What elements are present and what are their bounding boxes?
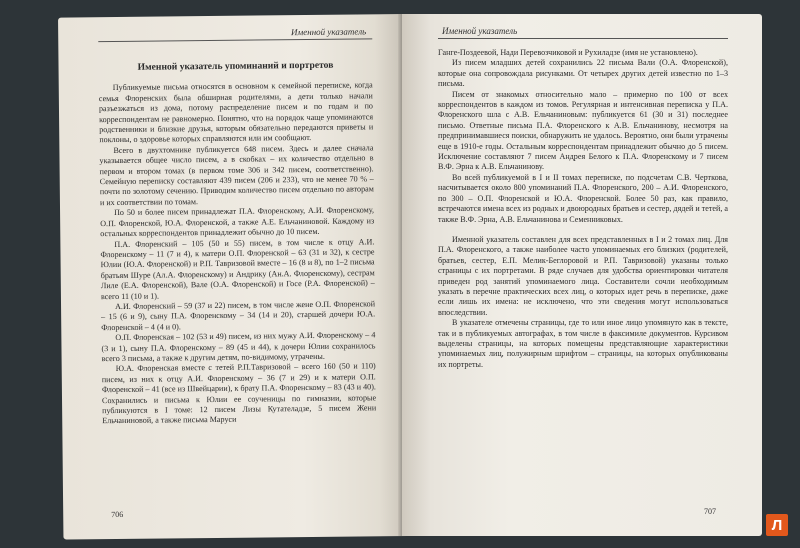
section-title: Именной указатель упоминаний и портретов (137, 59, 334, 73)
left-paragraph: Ю.А. Флоренская вместе с тетей Р.П.Тавризовой – всего 160 (50 и 110) писем, из них к отцу А.И. Флоренскому – 36 (7 и 29) и к матери О.П. Флоренской – 41 (все из Швейцарии), к брату П.А. Флоренскому – 83 (43 и 40). Сохранились и письма к Юлии ее соученицы по гимназии, которые публикуются в I томе: 12 писем Лизы Кутателадзе, 5 писем Жени Ельчаниновой, а также письма Маруси (101, 361, 377, 426)
left-page (58, 14, 407, 540)
right-paragraph: Из писем младших детей сохранились 22 письма Вали (О.А. Флоренской), которые она сопровождала рисунками. От четырех других детей известно по 1–3 письма. (438, 58, 728, 89)
running-head-left: Именной указатель (290, 26, 367, 38)
left-paragraph: Всего в двухтомнике публикуется 648 писем. Здесь и далее сначала указывается общее число писем, а в скобках – их количество отдельно в первом и втором томах (в первом томе 306 и 342 писем, соответственно). Семейную переписку составляют 439 писем (206 и 233), что не менее 70 % – почти по золотому сечению. Приводим количество писем отдельно по авторам и их соответствии по томам. (99, 143, 374, 208)
header-rule-left (98, 38, 372, 42)
running-head-right: Именной указатель (442, 26, 518, 36)
right-paragraph: Писем от знакомых относительно мало – примерно по 100 от всех корреспондентов в каждом из томов. Регулярная и интенсивная переписка у П.А. Флоренского шла с А.В. Ельчаниновым: публикуется 61 (30 и 31) последнее письмо. Ответные письма П.А. Флоренского к А.В. Ельчанинову, несмотря на предпринимавшиеся поиски, обнаружить не удалось. Вероятно, они были утрачены еще в 1910-е годы. Остальным корреспондентам принадлежит обычно до 5 писем. Исключение составляют 7 писем Андрея Белого к П.А. Флоренскому и 7 писем В.Ф. Эрна к А.В. Ельчанинову. (438, 89, 728, 172)
publisher-logo-icon: Л (766, 514, 788, 536)
right-paragraph: Во всей публикуемой в I и II томах переписке, по подсчетам С.В. Черткова, насчитывается около 800 упоминаний П.А. Флоренского, 200 – А.И. Флоренского, по 300 – О.П. Флоренской и Ю.А. Флоренской. Более 50 раз, как правило, встречаются имена всех из родных и двоюродных братьев и сестер, дядей и тетей, а также В.Ф. Эрна, А.В. Ельчанинова и Семенниковых. (438, 172, 728, 224)
header-rule-right (438, 38, 728, 39)
left-paragraph: П.А. Флоренский – 105 (50 и 55) писем, в том числе к отцу А.И. Флоренскому – 11 (7 и 4), к матери О.П. Флоренской – 63 (31 и 32), к сестре Юлии (Ю.А. Флоренской) и Р.П. Тавризовой вместе – 16 (8 и 8), по 1–2 письма братьям Шуре (Ал.А. Флоренскому) и Андрику (Ан.А. Флоренскому), сестрам Лиле (Е.А. Флоренской), Вале (О.А. Флоренской) и Госе (Р.А. Флоренской) – всего 11 (10 и 1). (100, 236, 375, 301)
left-paragraphs (99, 81, 377, 427)
page-number-left: 706 (111, 509, 124, 520)
right-paragraph: Ганге-Поздеевой, Нади Перевозчиковой и Рухиладзе (имя не установлено). (438, 48, 698, 57)
page-number-right: 707 (704, 507, 716, 516)
right-paragraph: В указателе отмечены страницы, где то или иное лицо упомянуто как в тексте, так и в публикуемых автографах, в том числе в факсимиле документов. Курсивом выделены страницы, на которых помещены представляющие характеристики упоминаемых лиц, полужирным шрифтом – страницы, на которых опубликованы их портреты. (438, 318, 728, 369)
left-paragraph: Публикуемые письма относятся в основном к семейной переписке, когда семья Флоренских была обширная родителями, а дети только начали разъезжаться из дома, потому распределение писем и по годам и по корреспондентам не равномерно. Понятно, что на порядок чаще упоминаются родственники и близкие друзья, которым обязательно передаются приветы и поклоны, о здоровье которых справляются или им сообщают. (98, 80, 374, 145)
right-paragraphs (438, 48, 728, 370)
right-page (402, 14, 762, 536)
left-paragraph: О.П. Флоренская – 102 (53 и 49) писем, из них мужу А.И. Флоренскому – 4 (3 и 1), сыну П.А. Флоренскому – 89 (45 и 44), к дочери Юлии сохранилось всего 3 письма, а также к другим детям, по-видимому, утрачены. (101, 330, 376, 364)
left-paragraph: По 50 и более писем принадлежат П.А. Флоренскому, А.И. Флоренскому, О.П. Флоренской, Ю.А. Флоренской, а также А.Е. Ельчаниновой. Каждому из остальных корреспондентов принадлежит обычно до 10 писем. (100, 205, 375, 239)
right-paragraph: Именной указатель составлен для всех представленных в I и 2 томах лиц. Для П.А. Флоренского, а также наиболее часто упоминаемых его близких (родителей, братьев, сестер, Е.П. Мелик-Беглоровой и Р.П. Тавризовой) указаны только страницы с их портретами. В ряде случаев для удобства ориентировки читателя приведен род занятий упоминаемого лица. Составители сочли необходимым указать в перечне практических всех лиц, о которых идет речь в переписке, даже если лишь их имена: не исключено, что эти сведения могут использоваться впоследствии. (438, 234, 728, 317)
left-page-body (98, 48, 376, 427)
right-page-body (438, 48, 728, 370)
left-paragraph: А.И. Флоренский – 59 (37 и 22) писем, в том числе жене О.П. Флоренской – 15 (6 и 9), сыну П.А. Флоренскому – 34 (14 и 20), старшей дочери Ю.А. Флоренской – 4 (4 и 0). (101, 299, 376, 332)
